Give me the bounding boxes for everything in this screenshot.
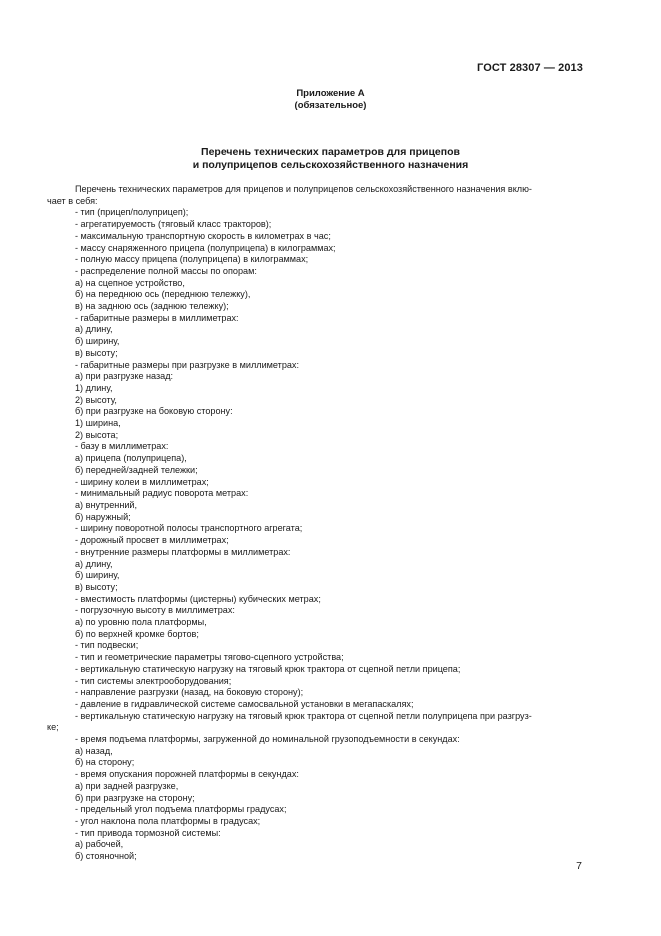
list-part-2	[47, 734, 583, 863]
list-item: - вертикальную статическую нагрузку на тяговый крюк трактора от сцепной петли прицепа;	[75, 663, 461, 674]
list-item: б) на сторону;	[75, 757, 135, 768]
list-item: - направление разгрузки (назад, на боковую сторону);	[75, 687, 304, 698]
list-item: - тип и геометрические параметры тягово-сцепного устройства;	[75, 652, 344, 663]
list-item: - время опускания порожней платформы в секундах:	[75, 769, 299, 780]
list-item: б) ширину,	[75, 570, 120, 581]
list-item: а) по уровню пола платформы,	[75, 617, 207, 628]
document-title-line-2: и полуприцепов сельскохозяйственного назначения	[192, 159, 469, 171]
list-item: - распределение полной массы по опорам:	[75, 265, 257, 276]
list-item: - угол наклона пола платформы в градусах;	[75, 815, 261, 826]
list-item: а) длину,	[75, 558, 113, 569]
page-number: 7	[576, 860, 582, 872]
list-item: б) на переднюю ось (переднюю тележку),	[75, 289, 251, 300]
list-item: - агрегатируемость (тяговый класс тракторов);	[75, 219, 272, 230]
list-item: а) прицепа (полуприцепа),	[75, 453, 187, 464]
list-item: а) внутренний,	[75, 499, 138, 510]
list-item: в) высоту;	[75, 581, 118, 592]
list-item: 2) высота;	[75, 429, 119, 440]
list-item: - габаритные размеры в миллиметрах:	[75, 312, 239, 323]
list-item: 2) высоту,	[75, 394, 117, 405]
list-item: - ширину колеи в миллиметрах;	[75, 476, 209, 487]
list-part-1	[47, 207, 583, 722]
list-item: а) рабочей,	[75, 839, 124, 850]
list-item: б) по верхней кромке бортов;	[75, 628, 199, 639]
list-item: - базу в миллиметрах:	[75, 441, 169, 452]
list-item: - дорожный просвет в миллиметрах;	[75, 535, 229, 546]
list-item: - вместимость платформы (цистерны) кубических метрах;	[75, 593, 321, 604]
list-item: - погрузочную высоту в миллиметрах:	[75, 605, 235, 616]
list-item: - предельный угол подъема платформы градусах;	[75, 804, 287, 815]
list-item: - ширину поворотной полосы транспортного агрегата;	[75, 523, 303, 534]
list-item: а) назад,	[75, 745, 113, 756]
list-item: а) при разгрузке назад:	[75, 371, 174, 382]
list-item: - максимальную транспортную скорость в километрах в час;	[75, 230, 331, 241]
annex-status: (обязательное)	[294, 100, 367, 111]
list-item: - минимальный радиус поворота метрах:	[75, 488, 249, 499]
intro-line-1: Перечень технических параметров для прицепов и полуприцепов сельскохозяйственного назначения вклю-	[75, 184, 532, 194]
list-item: - время подъема платформы, загруженной до номинальной грузоподъемности в секундах:	[75, 734, 460, 745]
list-item: - тип подвески;	[75, 640, 139, 651]
list-item: - полную массу прицепа (полуприцепа) в килограммах;	[75, 254, 309, 265]
list-item: - тип (прицеп/полуприцеп);	[75, 207, 189, 218]
list-item: - тип системы электрооборудования;	[75, 675, 232, 686]
list-item: б) передней/задней тележки;	[75, 464, 198, 475]
list-item: - давление в гидравлической системе самосвальной установки в мегапаскалях;	[75, 698, 414, 709]
list-item: - массу снаряженного прицепа (полуприцепа) в килограммах;	[75, 242, 336, 253]
list-item: - вертикальную статическую нагрузку на тяговый крюк трактора от сцепной петли полуприцепа при разгруз-	[75, 710, 532, 721]
intro-line-2: чает в себя:	[47, 195, 98, 206]
parameter-list	[47, 184, 583, 863]
list-item: - габаритные размеры при разгрузке в миллиметрах:	[75, 359, 300, 370]
annex-heading	[0, 88, 661, 112]
list-item: а) длину,	[75, 324, 113, 335]
list-item: 1) длину,	[75, 382, 113, 393]
list-item: б) наружный;	[75, 511, 131, 522]
document-title-line-1: Перечень технических параметров для прицепов	[201, 146, 460, 158]
standard-number: ГОСТ 28307 — 2013	[477, 62, 583, 74]
list-item: - внутренние размеры платформы в миллиметрах:	[75, 546, 291, 557]
wrapped-line: ке;	[47, 722, 59, 733]
list-item: б) ширину,	[75, 336, 120, 347]
document-title	[0, 146, 661, 172]
annex-title: Приложение А	[296, 88, 365, 99]
list-item: а) при задней разгрузке,	[75, 780, 179, 791]
list-item: - тип привода тормозной системы:	[75, 827, 221, 838]
list-item: б) при разгрузке на боковую сторону:	[75, 406, 233, 417]
list-item: б) стояночной;	[75, 851, 137, 862]
list-item: а) на сцепное устройство,	[75, 277, 185, 288]
list-item: в) высоту;	[75, 347, 118, 358]
list-item: 1) ширина,	[75, 418, 121, 429]
list-item: в) на заднюю ось (заднюю тележку);	[75, 301, 229, 312]
list-item: б) при разгрузке на сторону;	[75, 792, 195, 803]
